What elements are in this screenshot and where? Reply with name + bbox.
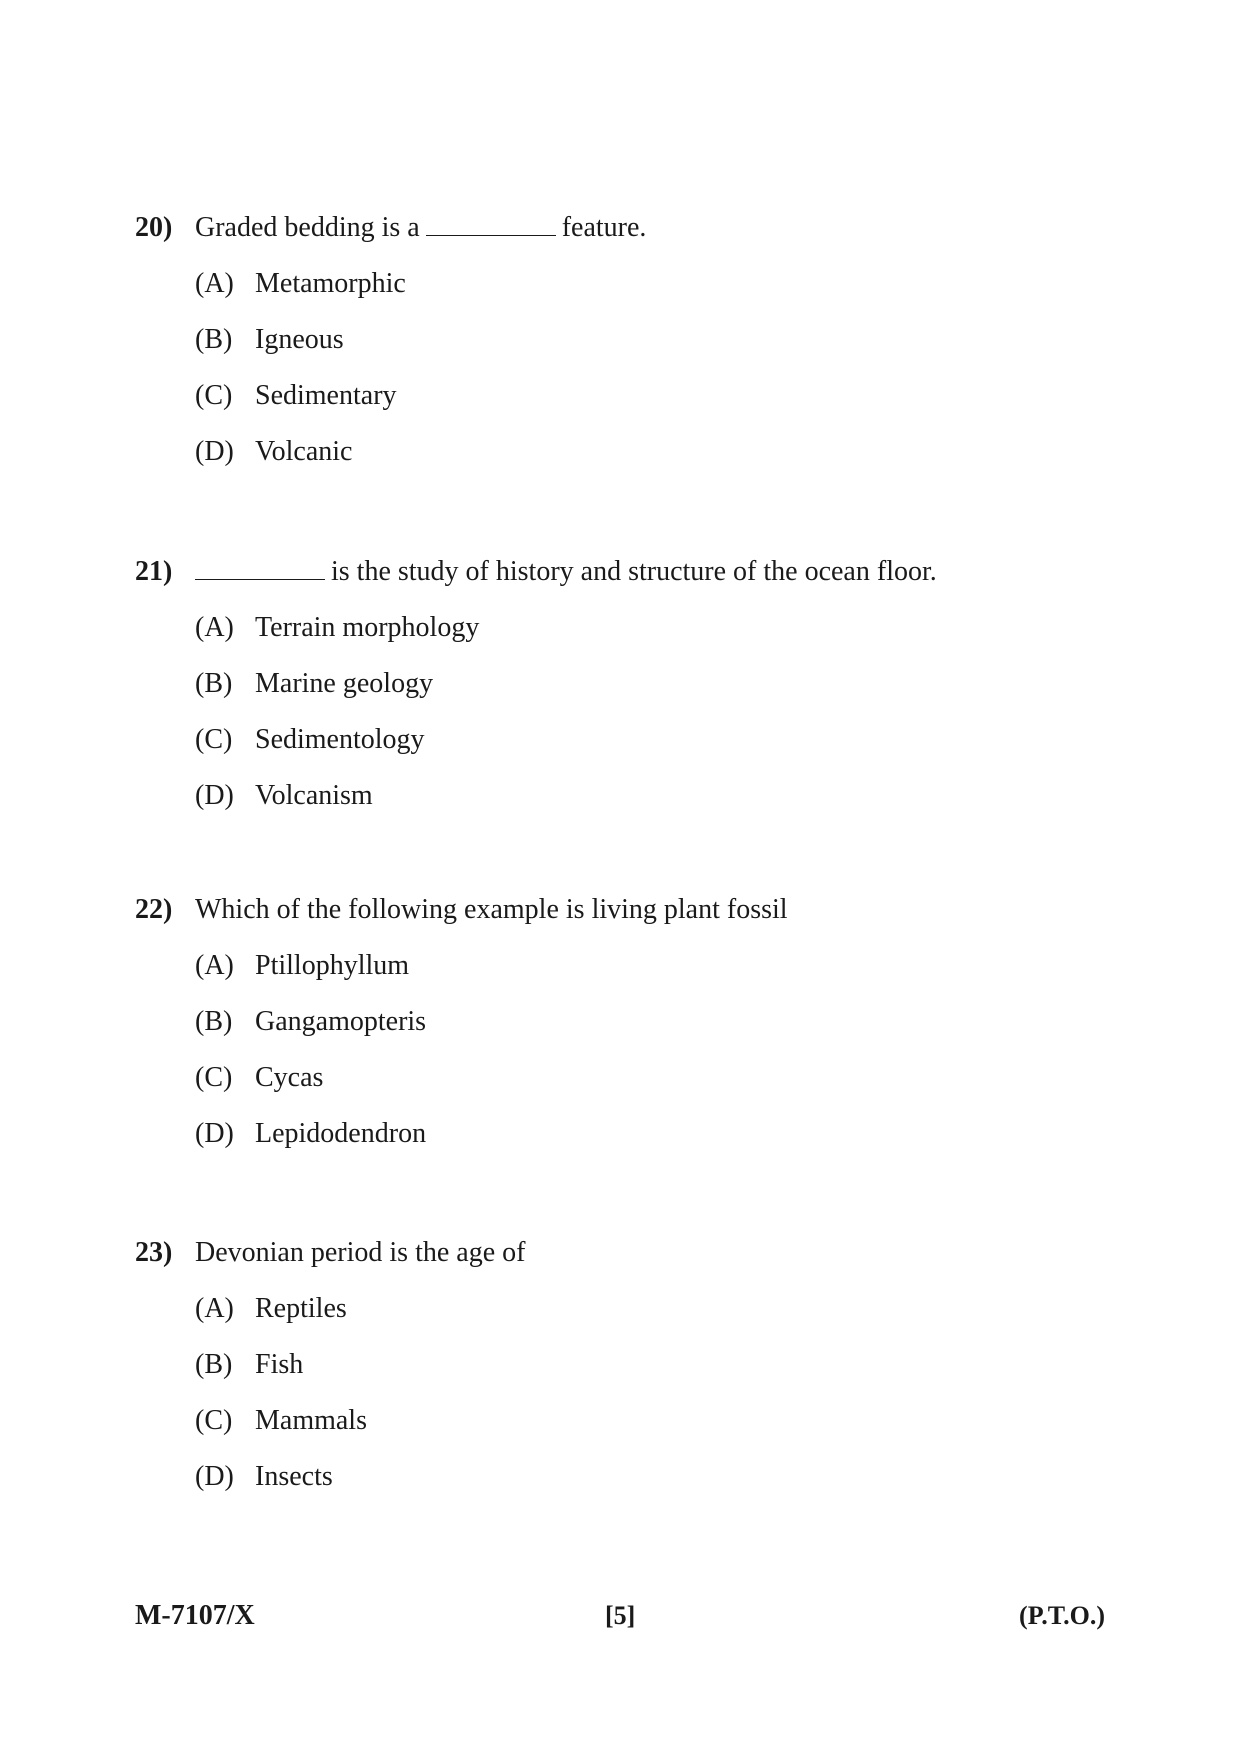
option-text: Reptiles — [255, 1293, 347, 1324]
option-text: Cycas — [255, 1062, 324, 1093]
page-number: [5] — [605, 1601, 636, 1630]
option-letter: (A) — [195, 950, 234, 981]
option-text: Marine geology — [255, 668, 434, 699]
option-letter: (C) — [195, 724, 233, 755]
question-text — [195, 208, 646, 248]
option-text: Lepidodendron — [255, 1118, 427, 1149]
question-text: Devonian period is the age of — [195, 1237, 526, 1268]
option-letter: (D) — [195, 780, 234, 811]
question-stem — [135, 890, 1135, 930]
question-number: 21) — [135, 556, 173, 587]
question-text — [195, 552, 937, 592]
option-letter: (D) — [195, 1461, 234, 1492]
option-letter: (D) — [195, 436, 234, 467]
option-letter: (B) — [195, 1349, 233, 1380]
question-number: 22) — [135, 894, 173, 925]
fill-in-blank — [426, 209, 556, 236]
question-22 — [135, 890, 1135, 1149]
question-21 — [135, 552, 1135, 811]
question-stem — [135, 552, 1135, 592]
question-number: 23) — [135, 1237, 173, 1268]
option-letter: (D) — [195, 1118, 234, 1149]
question-text-after: feature. — [561, 212, 647, 243]
option-text: Fish — [255, 1349, 304, 1380]
option-letter: (C) — [195, 1062, 233, 1093]
option-text: Gangamopteris — [255, 1006, 427, 1037]
option-letter: (B) — [195, 668, 233, 699]
please-turn-over: (P.T.O.) — [1019, 1601, 1105, 1630]
option-text: Sedimentology — [255, 724, 425, 755]
option-text: Insects — [255, 1461, 333, 1492]
option-text: Terrain morphology — [255, 612, 480, 643]
question-text-after: is the study of history and structure of the ocean floor. — [331, 556, 937, 587]
option-text: Metamorphic — [255, 268, 406, 299]
option-text: Volcanic — [255, 436, 353, 467]
question-23 — [135, 1233, 1135, 1492]
question-stem — [135, 208, 1135, 248]
option-letter: (A) — [195, 612, 234, 643]
option-letter: (B) — [195, 1006, 233, 1037]
question-text: Which of the following example is living plant fossil — [195, 894, 788, 925]
fill-in-blank — [195, 553, 325, 580]
option-text: Volcanism — [255, 780, 373, 811]
exam-code: M-7107/X — [135, 1600, 255, 1631]
option-text: Sedimentary — [255, 380, 397, 411]
option-letter: (C) — [195, 380, 233, 411]
page-footer — [135, 1596, 1105, 1636]
question-stem — [135, 1233, 1135, 1273]
option-text: Mammals — [255, 1405, 367, 1436]
option-text: Ptillophyllum — [255, 950, 410, 981]
option-letter: (B) — [195, 324, 233, 355]
option-letter: (C) — [195, 1405, 233, 1436]
option-letter: (A) — [195, 1293, 234, 1324]
question-text-before: Graded bedding is a — [195, 212, 420, 243]
question-number: 20) — [135, 212, 173, 243]
question-20 — [135, 208, 1135, 467]
option-text: Igneous — [255, 324, 344, 355]
option-letter: (A) — [195, 268, 234, 299]
